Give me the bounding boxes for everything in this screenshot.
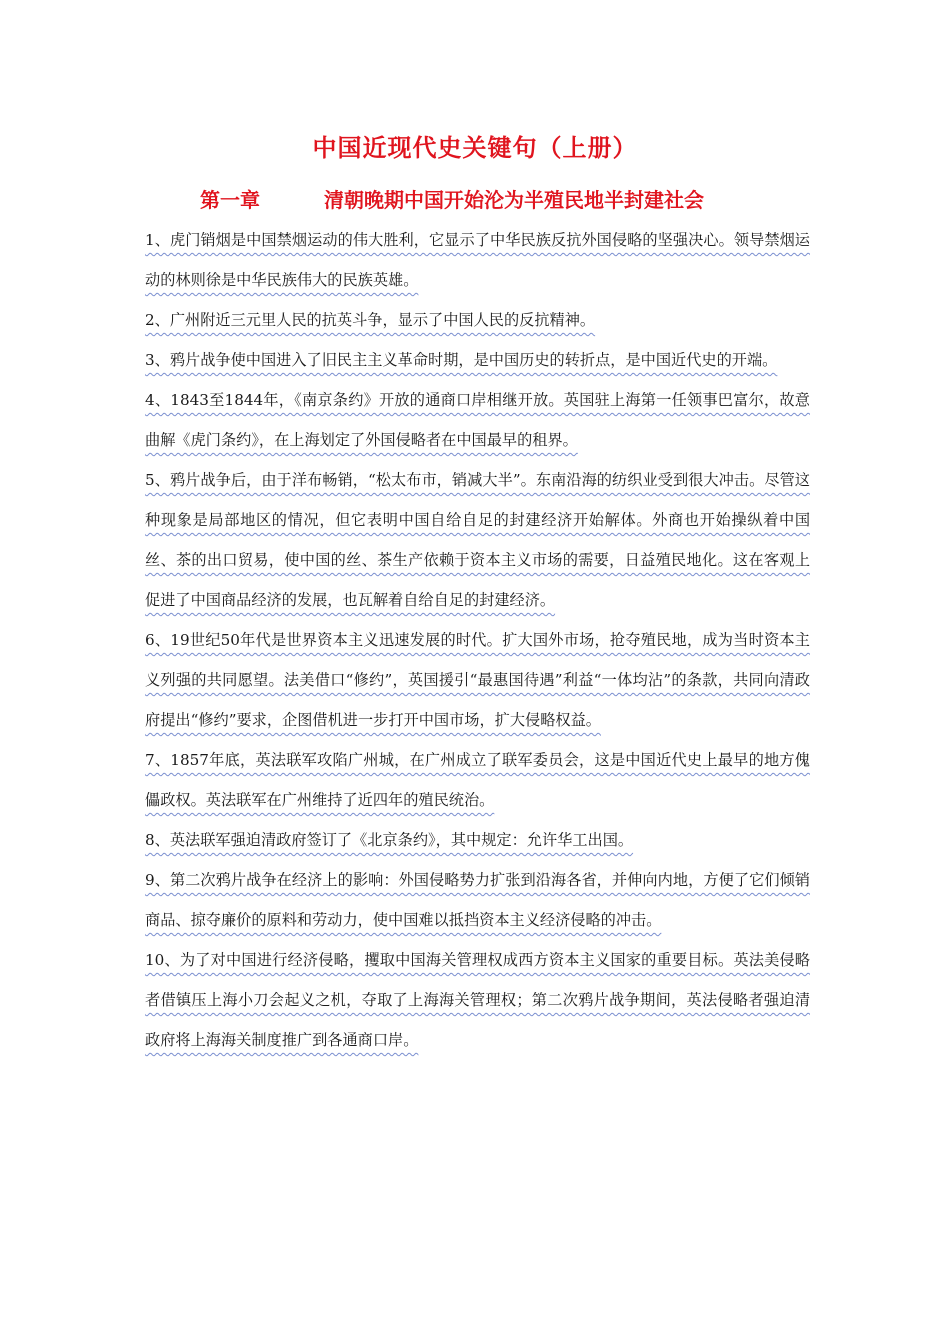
- paragraph-10-text: 10、为了对中国进行经济侵略，攫取中国海关管理权成西方资本主义国家的重要目标。英法美侵略者借镇压上海小刀会起义之机，夺取了上海海关管理权；第二次鸦片战争期间，英法侵略者强迫清政府将上海海关制度推广到各通商口岸。: [145, 951, 810, 1049]
- paragraph-2: [145, 300, 810, 340]
- paragraph-5: [145, 460, 810, 620]
- paragraph-5-text: 5、鸦片战争后，由于洋布畅销，“松太布市，销减大半”。东南沿海的纺织业受到很大冲击。尽管这种现象是局部地区的情况，但它表明中国自给自足的封建经济开始解体。外商也开始操纵着中国丝、茶的出口贸易，使中国的丝、茶生产依赖于资本主义市场的需要，日益殖民地化。这在客观上促进了中国商品经济的发展，也瓦解着自给自足的封建经济。: [145, 471, 810, 609]
- paragraph-7: [145, 740, 810, 820]
- paragraph-4: [145, 380, 810, 460]
- paragraph-8: [145, 820, 810, 860]
- paragraph-6-text: 6、19世纪50年代是世界资本主义迅速发展的时代。扩大国外市场，抢夺殖民地，成为当时资本主义列强的共同愿望。法美借口“修约”，英国援引“最惠国待遇”利益“一体均沾”的条款，共同向清政府提出“修约”要求，企图借机进一步打开中国市场，扩大侵略权益。: [145, 631, 810, 729]
- paragraph-9-text: 9、第二次鸦片战争在经济上的影响：外国侵略势力扩张到沿海各省，并伸向内地，方便了它们倾销商品、掠夺廉价的原料和劳动力，使中国难以抵挡资本主义经济侵略的冲击。: [145, 871, 810, 929]
- chapter-heading: [200, 184, 820, 213]
- document-body: [145, 220, 810, 1060]
- paragraph-3-text: 3、鸦片战争使中国进入了旧民主主义革命时期，是中国历史的转折点，是中国近代史的开端。: [145, 351, 778, 369]
- paragraph-10: [145, 940, 810, 1060]
- paragraph-7-text: 7、1857年底，英法联军攻陷广州城，在广州成立了联军委员会，这是中国近代史上最早的地方傀儡政权。英法联军在广州维持了近四年的殖民统治。: [145, 751, 810, 809]
- chapter-name: 清朝晚期中国开始沦为半殖民地半封建社会: [324, 188, 704, 212]
- paragraph-1: [145, 220, 810, 300]
- paragraph-4-text: 4、1843至1844年，《南京条约》开放的通商口岸相继开放。英国驻上海第一任领事巴富尔，故意曲解《虎门条约》，在上海划定了外国侵略者在中国最早的租界。: [145, 391, 810, 449]
- document-title: 中国近现代史关键句（上册）: [312, 134, 638, 162]
- paragraph-6: [145, 620, 810, 740]
- chapter-number: 第一章: [200, 188, 260, 212]
- paragraph-8-text: 8、英法联军强迫清政府签订了《北京条约》，其中规定：允许华工出国。: [145, 831, 634, 849]
- paragraph-9: [145, 860, 810, 940]
- paragraph-2-text: 2、广州附近三元里人民的抗英斗争，显示了中国人民的反抗精神。: [145, 311, 596, 329]
- paragraph-3: [145, 340, 810, 380]
- paragraph-1-text: 1、虎门销烟是中国禁烟运动的伟大胜利，它显示了中华民族反抗外国侵略的坚强决心。领导禁烟运动的林则徐是中华民族伟大的民族英雄。: [145, 231, 810, 289]
